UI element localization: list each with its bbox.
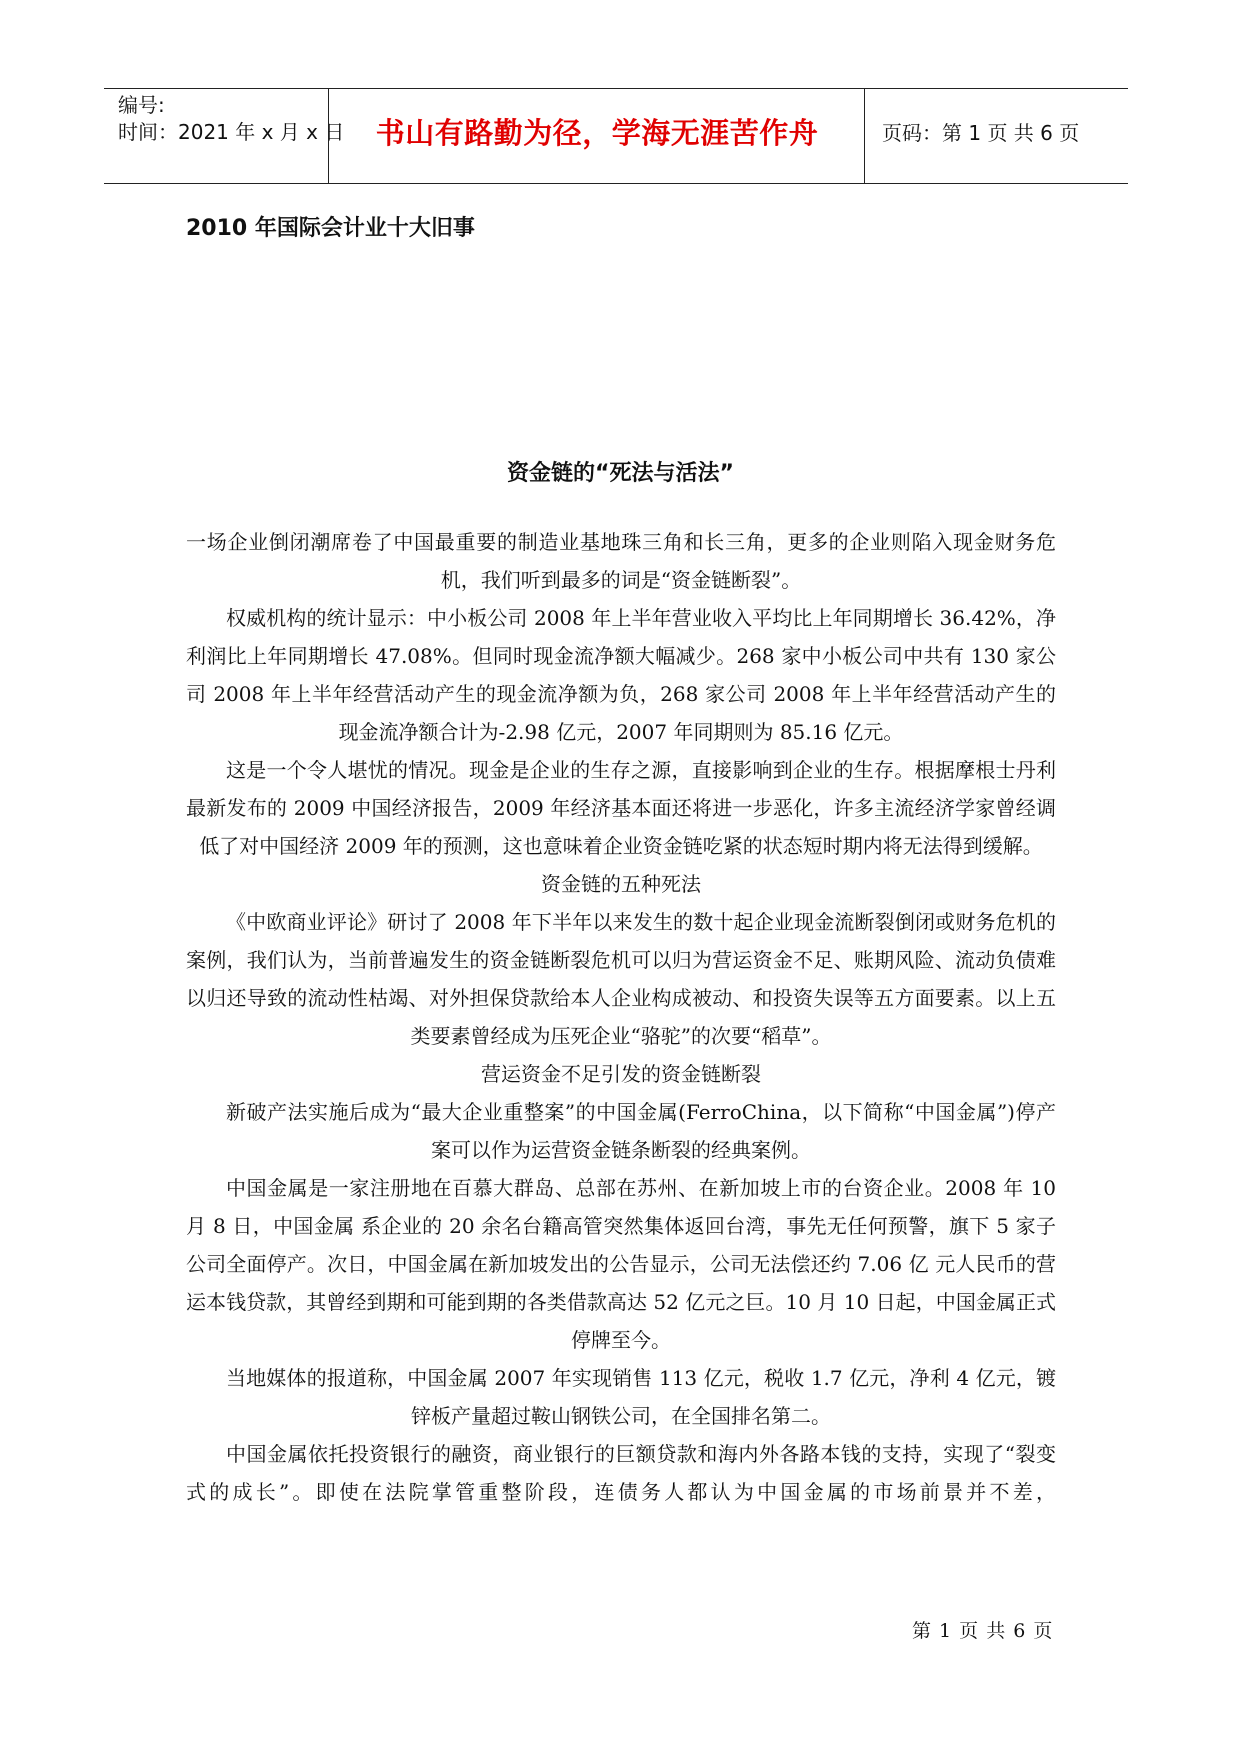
article-body [186, 523, 1056, 1511]
paragraph: 新破产法实施后成为“最大企业重整案”的中国金属(FerroChina，以下简称“中国金属”)停产案可以作为运营资金链条断裂的经典案例。 [226, 1100, 1056, 1162]
time-label: 时间：2021 年 x 月 x 日 [118, 120, 345, 144]
page-header [104, 88, 1128, 184]
document-title: 2010 年国际会计业十大旧事 [186, 216, 475, 241]
paragraph: 当地媒体的报道称，中国金属 2007 年实现销售 113 亿元，税收 1.7 亿元，净利 4 亿元，镀锌板产量超过鞍山钢铁公司，在全国排名第二。 [226, 1366, 1056, 1428]
header-divider [328, 89, 329, 183]
paragraph: 这是一个令人堪忧的情况。现金是企业的生存之源，直接影响到企业的生存。根据摩根士丹利最新发布的 2009 中国经济报告，2009 年经济基本面还将进一步恶化，许多主流经济学家曾经调低了对中国经济 2009 年的预测，这也意味着企业资金链吃紧的状态短时期内将无法得到缓解。 [186, 758, 1056, 858]
subheading: 资金链的五种死法 [541, 872, 701, 896]
header-motto: 书山有路勤为径，学海无涯苦作舟 [375, 115, 819, 150]
header-divider [864, 89, 865, 183]
number-label: 编号: [118, 93, 165, 117]
section-title: 资金链的“死法与活法” [507, 461, 734, 486]
paragraph: 一场企业倒闭潮席卷了中国最重要的制造业基地珠三角和长三角，更多的企业则陷入现金财务危机，我们听到最多的词是“资金链断裂”。 [186, 530, 1056, 592]
paragraph: 《中欧商业评论》研讨了 2008 年下半年以来发生的数十起企业现金流断裂倒闭或财务危机的案例，我们认为，当前普遍发生的资金链断裂危机可以归为营运资金不足、账期风险、流动负债难以归还导致的流动性枯竭、对外担保贷款给本人企业构成被动、和投资失误等五方面要素。以上五类要素曾经成为压死企业“骆驼”的次要“稻草”。 [186, 910, 1056, 1048]
paragraph: 权威机构的统计显示：中小板公司 2008 年上半年营业收入平均比上年同期增长 36.42%，净利润比上年同期增长 47.08%。但同时现金流净额大幅减少。268 家中小板公司中共有 130 家公司 2008 年上半年经营活动产生的现金流净额为负，268 家公司 2008 年上半年经营活动产生的现金流净额合计为-2.98 亿元，2007 年同期则为 85.16 亿元。 [186, 606, 1056, 744]
header-meta [104, 89, 364, 183]
page-footer: 第 1 页 共 6 页 [912, 1620, 1054, 1642]
paragraph: 中国金属依托投资银行的融资，商业银行的巨额贷款和海内外各路本钱的支持，实现了“裂变式的成长”。即使在法院掌管重整阶段，连债务人都认为中国金属的市场前景并不差， [186, 1442, 1056, 1504]
paragraph: 中国金属是一家注册地在百慕大群岛、总部在苏州、在新加坡上市的台资企业。2008 年 10 月 8 日，中国金属 系企业的 20 余名台籍高管突然集体返回台湾，事先无任何预警，旗下 5 家子公司全面停产。次日，中国金属在新加坡发出的公告显示，公司无法偿还约 7.06 亿 元人民币的营运本钱贷款，其曾经到期和可能到期的各类借款高达 52 亿元之巨。10 月 10 日起，中国金属正式停牌至今。 [186, 1176, 1056, 1352]
header-page-info: 页码：第 1 页 共 6 页 [882, 120, 1080, 145]
subheading: 营运资金不足引发的资金链断裂 [481, 1062, 761, 1086]
